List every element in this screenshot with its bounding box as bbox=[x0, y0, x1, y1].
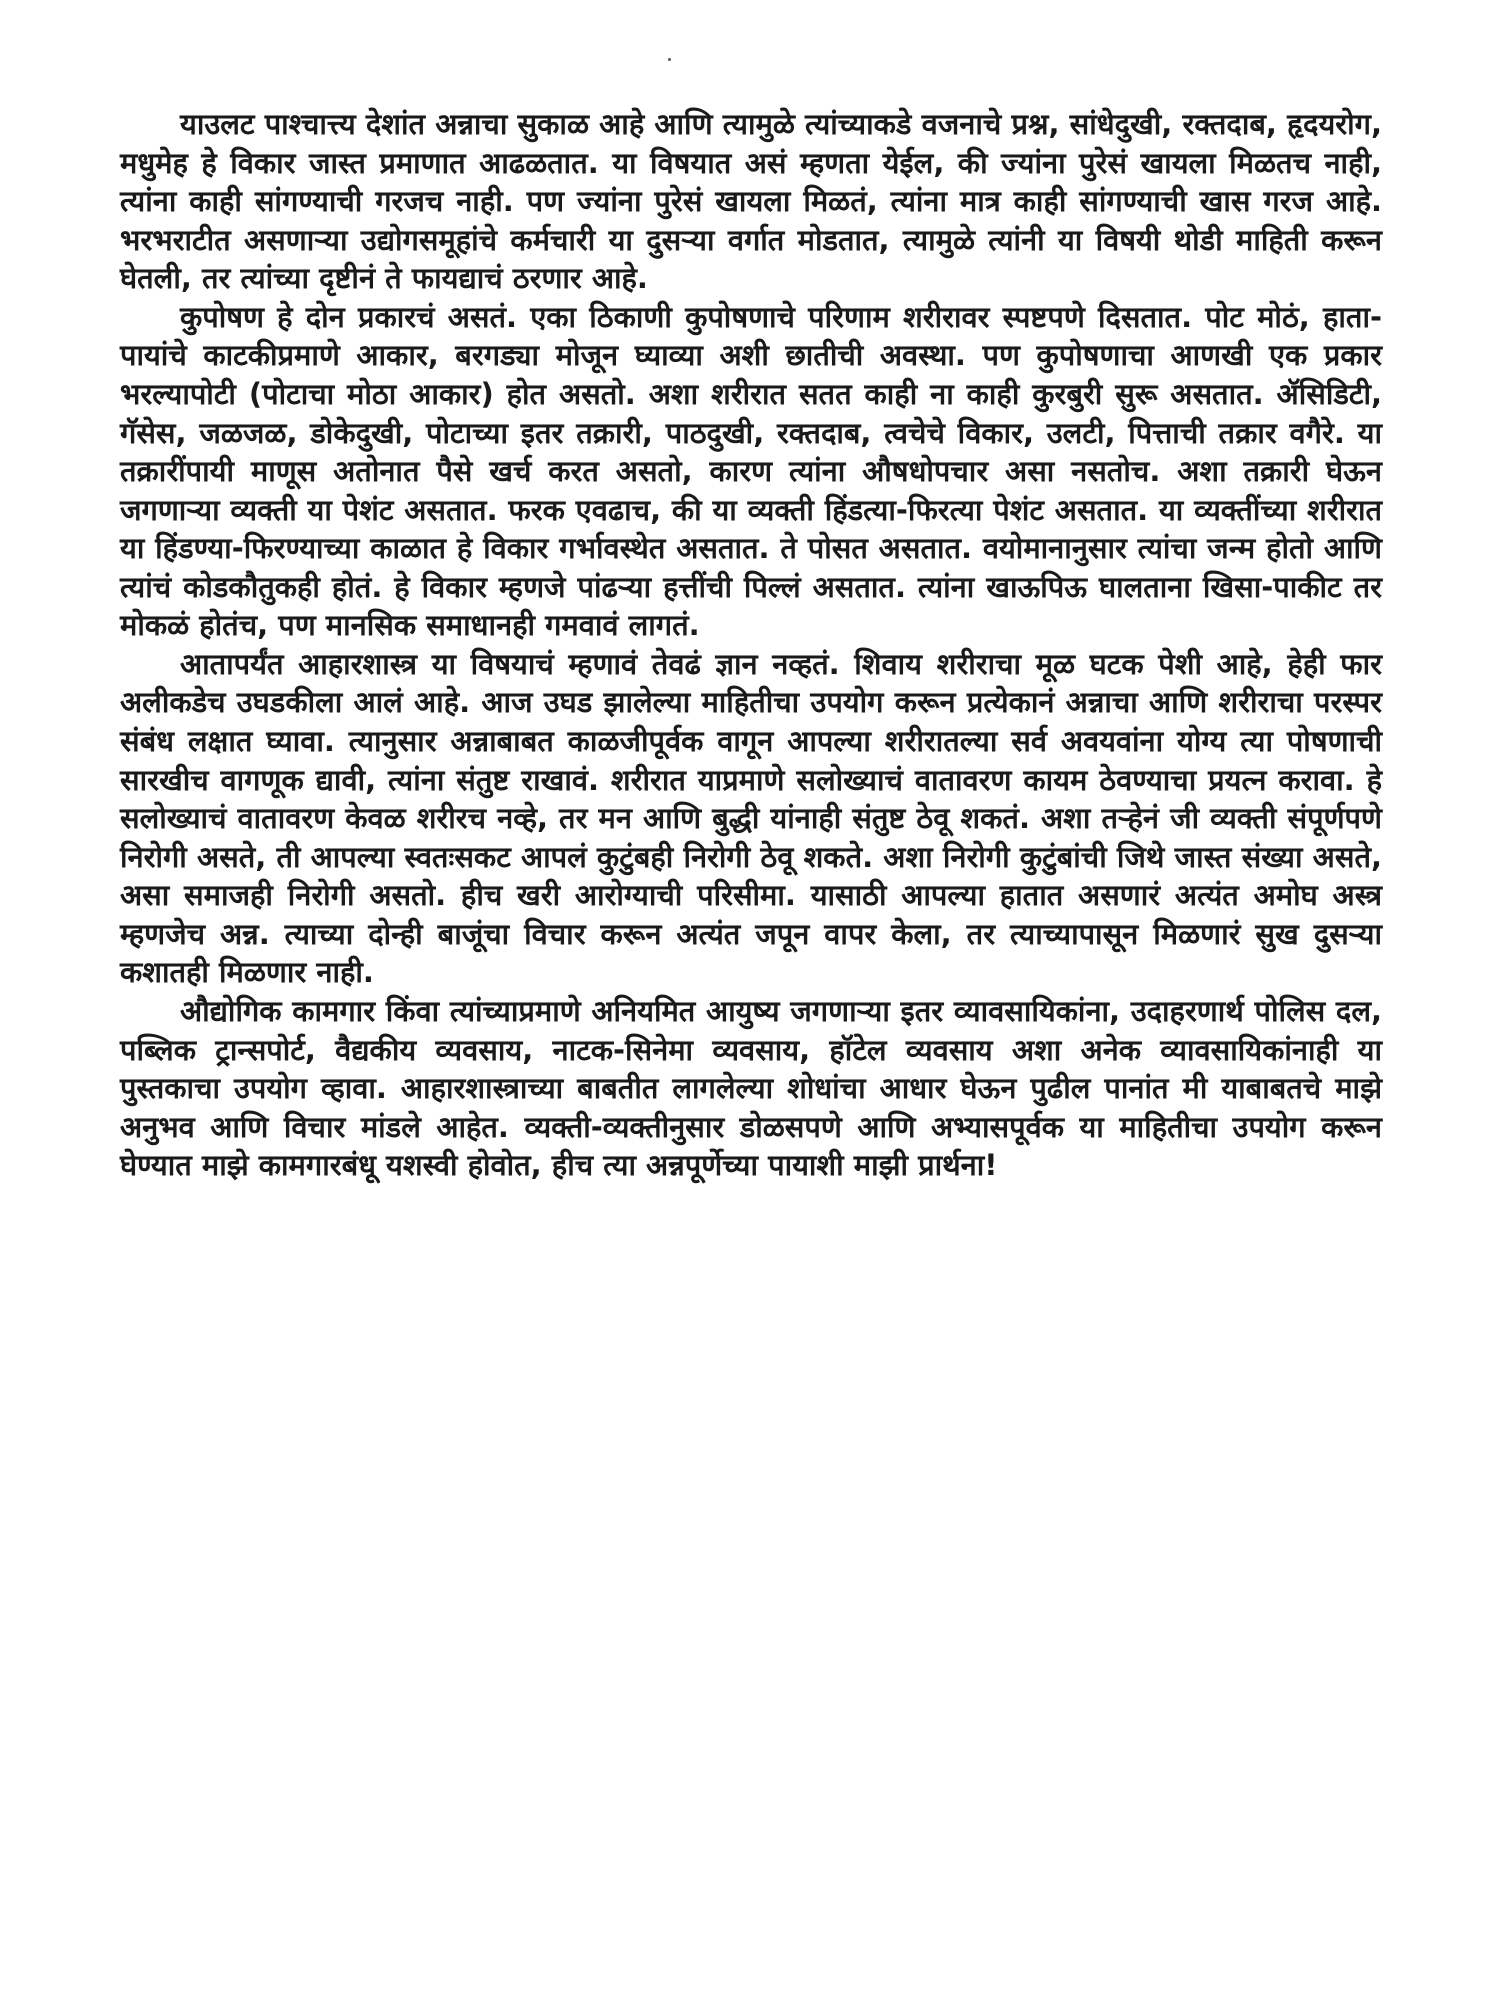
scan-speck bbox=[668, 58, 671, 61]
paragraph-3: आतापर्यंत आहारशास्त्र या विषयाचं म्हणावं तेवढं ज्ञान नव्हतं. शिवाय शरीराचा मूळ घटक पेशी आहे, हेही फार अलीकडेच उघडकीला आलं आहे. आज उघड झालेल्या माहितीचा उपयोग करून प्रत्येकानं अन्नाचा आणि शरीराचा परस्पर संबंध लक्षात घ्यावा. त्यानुसार अन्नाबाबत काळजीपूर्वक वागून आपल्या शरीरातल्या सर्व अवयवांना योग्य त्या पोषणाची सारखीच वागणूक द्यावी, त्यांना संतुष्ट राखावं. शरीरात याप्रमाणे सलोख्याचं वातावरण कायम ठेवण्याचा प्रयत्न करावा. हे सलोख्याचं वातावरण केवळ शरीरच नव्हे, तर मन आणि बुद्धी यांनाही संतुष्ट ठेवू शकतं. अशा तऱ्हेनं जी व्यक्ती संपूर्णपणे निरोगी असते, ती आपल्या स्वतःसकट आपलं कुटुंबही निरोगी ठेवू शकते. अशा निरोगी कुटुंबांची जिथे जास्त संख्या असते, असा समाजही निरोगी असतो. हीच खरी आरोग्याची परिसीमा. यासाठी आपल्या हातात असणारं अत्यंत अमोघ अस्त्र म्हणजेच अन्न. त्याच्या दोन्ही बाजूंचा विचार करून अत्यंत जपून वापर केला, तर त्याच्यापासून मिळणारं सुख दुसऱ्या कशातही मिळणार नाही. bbox=[120, 646, 1382, 990]
paragraph-4: औद्योगिक कामगार किंवा त्यांच्याप्रमाणे अनियमित आयुष्य जगणाऱ्या इतर व्यावसायिकांना, उदाहरणार्थ पोलिस दल, पब्लिक ट्रान्सपोर्ट, वैद्यकीय व्यवसाय, नाटक-सिनेमा व्यवसाय, हॉटेल व्यवसाय अशा अनेक व्यावसायिकांनाही या पुस्तकाचा उपयोग व्हावा. आहारशास्त्राच्या बाबतीत लागलेल्या शोधांचा आधार घेऊन पुढील पानांत मी याबाबतचे माझे अनुभव आणि विचार मांडले आहेत. व्यक्ती-व्यक्तीनुसार डोळसपणे आणि अभ्यासपूर्वक या माहितीचा उपयोग करून घेण्यात माझे कामगारबंधू यशस्वी होवोत, हीच त्या अन्नपूर्णेच्या पायाशी माझी प्रार्थना! bbox=[120, 993, 1382, 1183]
paragraph-1: याउलट पाश्चात्त्य देशांत अन्नाचा सुकाळ आहे आणि त्यामुळे त्यांच्याकडे वजनाचे प्रश्न, सांधेदुखी, रक्तदाब, हृदयरोग, मधुमेह हे विकार जास्त प्रमाणात आढळतात. या विषयात असं म्हणता येईल, की ज्यांना पुरेसं खायला मिळतच नाही, त्यांना काही सांगण्याची गरजच नाही. पण ज्यांना पुरेसं खायला मिळतं, त्यांना मात्र काही सांगण्याची खास गरज आहे. भरभराटीत असणाऱ्या उद्योगसमूहांचे कर्मचारी या दुसऱ्या वर्गात मोडतात, त्यामुळे त्यांनी या विषयी थोडी माहिती करून घेतली, तर त्यांच्या दृष्टीनं ते फायद्याचं ठरणार आहे. bbox=[120, 107, 1382, 296]
paragraph-2: कुपोषण हे दोन प्रकारचं असतं. एका ठिकाणी कुपोषणाचे परिणाम शरीरावर स्पष्टपणे दिसतात. पोट मोठं, हाता-पायांचे काटकीप्रमाणे आकार, बरगड्या मोजून घ्याव्या अशी छातीची अवस्था. पण कुपोषणाचा आणखी एक प्रकार भरल्यापोटी (पोटाचा मोठा आकार) होत असतो. अशा शरीरात सतत काही ना काही कुरबुरी सुरू असतात. ॲसिडिटी, गॅसेस, जळजळ, डोकेदुखी, पोटाच्या इतर तक्रारी, पाठदुखी, रक्तदाब, त्वचेचे विकार, उलटी, पित्ताची तक्रार वगैरे. या तक्रारींपायी माणूस अतोनात पैसे खर्च करत असतो, कारण त्यांना औषधोपचार असा नसतोच. अशा तक्रारी घेऊन जगणाऱ्या व्यक्ती या पेशंट असतात. फरक एवढाच, की या व्यक्ती हिंडत्या-फिरत्या पेशंट असतात. या व्यक्तींच्या शरीरात या हिंडण्या-फिरण्याच्या काळात हे विकार गर्भावस्थेत असतात. ते पोसत असतात. वयोमानानुसार त्यांचा जन्म होतो आणि त्यांचं कोडकौतुकही होतं. हे विकार म्हणजे पांढऱ्या हत्तींची पिल्लं असतात. त्यांना खाऊपिऊ घालताना खिसा-पाकीट तर मोकळं होतंच, पण मानसिक समाधानही गमवावं लागतं. bbox=[120, 299, 1382, 643]
body-text bbox=[120, 105, 1382, 1185]
